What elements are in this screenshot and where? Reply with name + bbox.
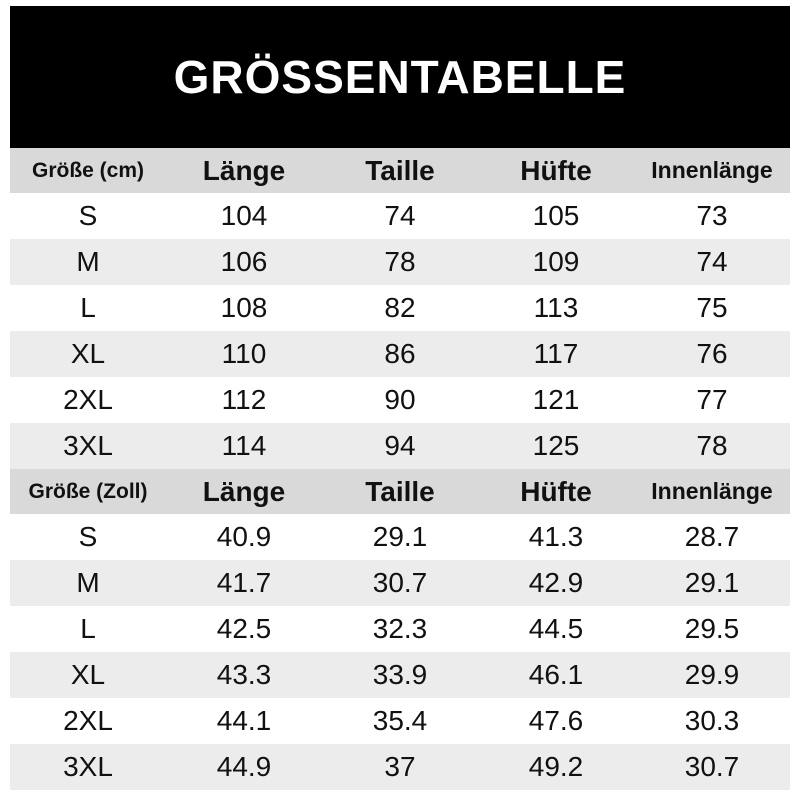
hip-cell: 49.2 [528,751,584,782]
inseam-cell: 76 [696,338,728,369]
size-cell: M [76,567,100,598]
inseam-cell: 75 [696,292,728,323]
length-cell: 41.7 [216,567,272,598]
table-row [10,606,790,652]
length-cell: 44.9 [216,751,272,782]
column-header-length: Länge [202,475,286,507]
size-cell: S [78,521,98,552]
hip-cell: 44.5 [528,613,584,644]
length-cell: 114 [221,430,267,461]
column-header-length: Länge [202,154,286,186]
column-header-size: Größe (cm) [31,158,144,182]
table-row [10,560,790,606]
hip-cell: 121 [532,384,580,415]
size-cell: XL [70,338,106,369]
hip-cell: 46.1 [528,659,584,690]
size-cell: M [76,246,100,277]
length-cell: 104 [220,200,268,231]
table-row [10,377,790,423]
size-table-inch [10,469,790,790]
column-header-hip: Hüfte [520,475,592,507]
table-row [10,652,790,698]
inseam-cell: 73 [696,200,728,231]
waist-cell: 82 [384,292,416,323]
size-cell: 2XL [63,705,113,736]
waist-cell: 74 [384,200,416,231]
hip-cell: 117 [533,338,579,369]
hip-cell: 105 [532,200,580,231]
column-header-waist: Taille [365,154,435,186]
table-header-row [10,148,790,193]
waist-cell: 30.7 [372,567,428,598]
size-cell: 2XL [63,384,113,415]
column-header-inseam: Innenlänge [651,157,773,183]
length-cell: 40.9 [216,521,272,552]
length-cell: 44.1 [216,705,272,736]
table-row [10,193,790,239]
length-cell: 112 [221,384,267,415]
length-cell: 42.5 [216,613,272,644]
inseam-cell: 29.9 [684,659,740,690]
inseam-cell: 78 [696,430,728,461]
size-cell: 3XL [63,751,113,782]
inseam-cell: 74 [696,246,728,277]
title-bar [10,6,790,148]
hip-cell: 125 [532,430,580,461]
size-cell: 3XL [63,430,113,461]
column-header-size: Größe (Zoll) [28,479,148,503]
waist-cell: 78 [384,246,416,277]
size-cell: L [80,292,96,323]
column-header-waist: Taille [365,475,435,507]
waist-cell: 94 [384,430,416,461]
table-row [10,331,790,377]
waist-cell: 86 [384,338,416,369]
size-cell: XL [70,659,106,690]
inseam-cell: 30.7 [684,751,740,782]
length-cell: 106 [220,246,268,277]
column-header-hip: Hüfte [520,154,592,186]
hip-cell: 109 [532,246,580,277]
hip-cell: 113 [533,292,579,323]
inseam-cell: 28.7 [684,521,740,552]
page-title: GRÖSSENTABELLE [173,51,627,103]
hip-cell: 41.3 [528,521,584,552]
length-cell: 43.3 [216,659,272,690]
inseam-cell: 30.3 [684,705,740,736]
inseam-cell: 29.5 [684,613,740,644]
waist-cell: 32.3 [372,613,428,644]
length-cell: 108 [220,292,268,323]
table-row [10,698,790,744]
waist-cell: 33.9 [372,659,428,690]
table-row [10,514,790,560]
hip-cell: 42.9 [528,567,584,598]
waist-cell: 35.4 [372,705,428,736]
waist-cell: 37 [384,751,416,782]
table-row [10,423,790,469]
inseam-cell: 77 [696,384,728,415]
size-chart [10,6,790,790]
size-cell: S [78,200,98,231]
length-cell: 110 [221,338,267,369]
hip-cell: 47.6 [528,705,584,736]
waist-cell: 29.1 [372,521,428,552]
inseam-cell: 29.1 [684,567,740,598]
column-header-inseam: Innenlänge [651,478,773,504]
waist-cell: 90 [384,384,416,415]
size-table-cm [10,148,790,469]
table-header-row [10,469,790,514]
table-row [10,285,790,331]
table-row [10,744,790,790]
size-cell: L [80,613,96,644]
table-row [10,239,790,285]
